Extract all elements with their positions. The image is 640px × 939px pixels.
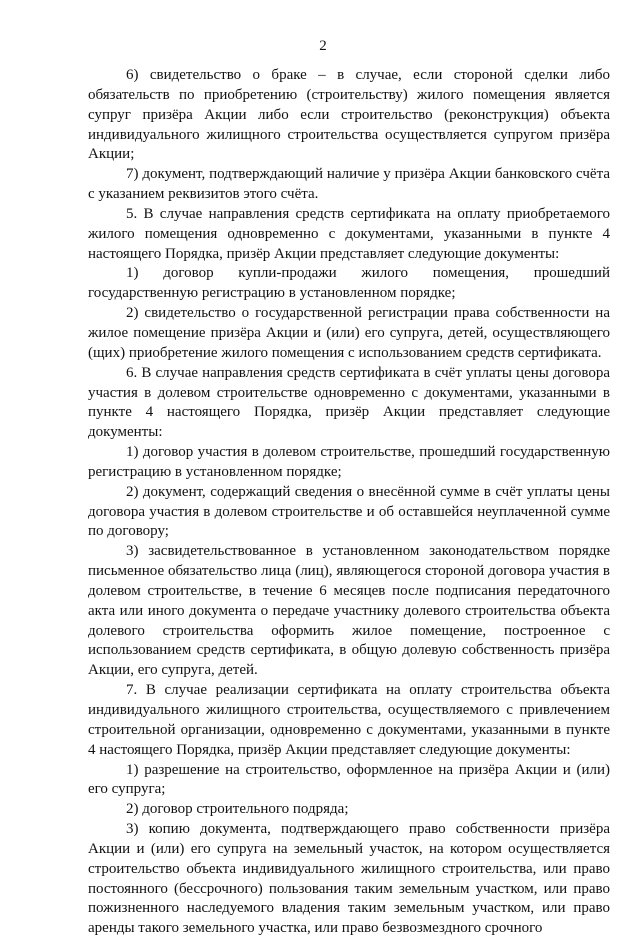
paragraph: 2) свидетельство о государственной регистрации права собственности на жилое помещение призёра Акции и (или) его супруга, детей, осуществляющего (щих) приобретение жилого помещения с использованием средств сертификата. bbox=[88, 305, 610, 361]
page-number: 2 bbox=[319, 38, 327, 54]
paragraph: 7. В случае реализации сертификата на оплату строительства объекта индивидуального жилищного строительства, осуществляемого с привлечением строительной организации, одновременно с документами, указанными в пункте 4 настоящего Порядка, призёр Акции представляет следующие документы: bbox=[88, 682, 610, 758]
paragraph: 5. В случае направления средств сертификата на оплату приобретаемого жилого помещения одновременно с документами, указанными в пункте 4 настоящего Порядка, призёр Акции представляет следующие документы: bbox=[88, 205, 610, 262]
paragraph: 1) договор купли-продажи жилого помещения, прошедший государственную регистрацию в установленном порядке; bbox=[88, 265, 610, 302]
paragraph: 7) документ, подтверждающий наличие у призёра Акции банковского счёта с указанием реквизитов этого счёта. bbox=[88, 166, 610, 203]
paragraph: 3) засвидетельствованное в установленном законодательством порядке письменное обязательство лица (лиц), являющегося стороной договора участия в долевом строительстве, в течение 6 месяцев после подписания передаточного акта или иного документа о передаче участнику долевого строительства объекта долевого строительства оформить жилое помещение, построенное с использованием средств сертификата, в общую долевую собственность призёра Акции, его супруга, детей. bbox=[88, 543, 610, 679]
paragraph: 1) договор участия в долевом строительстве, прошедший государственную регистрацию в установленном порядке; bbox=[88, 444, 610, 480]
document-body bbox=[88, 66, 610, 939]
paragraph: 2) договор строительного подряда; bbox=[126, 801, 349, 818]
paragraph: 2) документ, содержащий сведения о внесённой сумме в счёт уплаты цены договора участия в долевом строительстве и об оставшейся неуплаченной сумме по договору; bbox=[88, 483, 610, 540]
paragraph: 3) копию документа, подтверждающего право собственности призёра Акции и (или) его супруга на земельный участок, на котором осуществляется строительство объекта индивидуального жилищного строительства, или право постоянного (бессрочного) пользования таким земельным участком, или право пожизненного наследуемого владения таким земельным участком, или право аренды такого земельного участка, или право безвозмездного срочного bbox=[88, 821, 610, 937]
paragraph: 1) разрешение на строительство, оформленное на призёра Акции и (или) его супруга; bbox=[88, 761, 610, 798]
paragraph: 6. В случае направления средств сертификата в счёт уплаты цены договора участия в долевом строительстве одновременно с документами, указанными в пункте 4 настоящего Порядка, призёр Акции представляет следующие документы: bbox=[88, 364, 610, 441]
paragraph: 6) свидетельство о браке – в случае, если стороной сделки либо обязательств по приобретению (строительству) жилого помещения является супруг призёра Акции либо если строительство (реконструкция) объекта индивидуального жилищного строительства осуществляется супругом призёра Акции; bbox=[88, 67, 610, 163]
